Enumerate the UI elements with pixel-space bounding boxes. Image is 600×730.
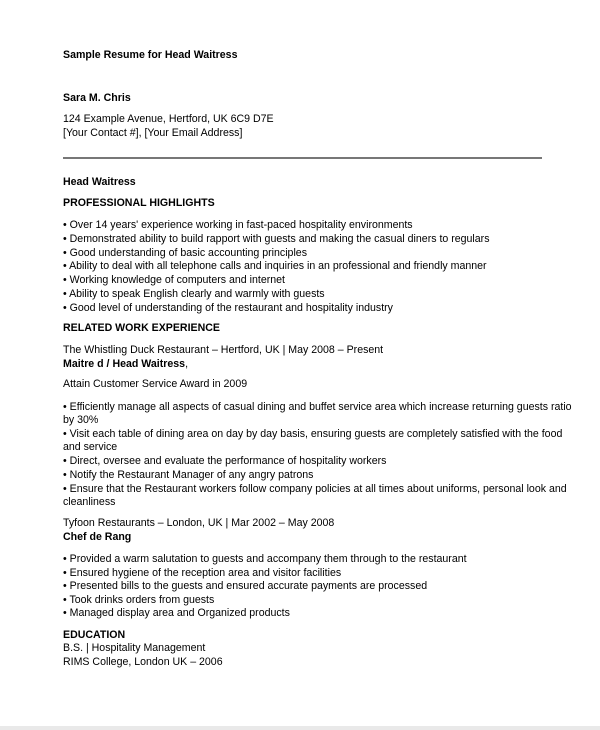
- highlight-item: • Good understanding of basic accounting principles: [63, 247, 307, 259]
- job2-line: • Provided a warm salutation to guests and accompany them through to the restaurant: [63, 553, 467, 565]
- page-bottom-edge: [0, 726, 600, 730]
- highlight-item: • Over 14 years' experience working in fast-paced hospitality environments: [63, 219, 413, 231]
- job1-role: Maitre d / Head Waitress: [63, 358, 186, 370]
- job2-line: • Took drinks orders from guests: [63, 594, 215, 606]
- job1-line: cleanliness: [63, 496, 116, 508]
- candidate-name: Sara M. Chris: [63, 92, 131, 104]
- job2-line: • Ensured hygiene of the reception area and visitor facilities: [63, 567, 342, 579]
- position-title: Head Waitress: [63, 176, 136, 188]
- job1-line: by 30%: [63, 414, 99, 426]
- highlight-item: • Demonstrated ability to build rapport with guests and making the casual diners to regulars: [63, 233, 490, 245]
- job2-role: Chef de Rang: [63, 531, 132, 543]
- job2-line: • Managed display area and Organized products: [63, 607, 290, 619]
- job1-employer: The Whistling Duck Restaurant – Hertford, UK | May 2008 – Present: [63, 344, 384, 356]
- job2-line: • Presented bills to the guests and ensured accurate payments are processed: [63, 580, 428, 592]
- highlight-item: • Good level of understanding of the restaurant and hospitality industry: [63, 302, 393, 314]
- highlight-item: • Ability to deal with all telephone calls and inquiries in an professional and friendly manner: [63, 260, 487, 272]
- contact-line: [Your Contact #], [Your Email Address]: [63, 127, 243, 139]
- address-line: 124 Example Avenue, Hertford, UK 6C9 D7E: [63, 113, 274, 125]
- document-title: Sample Resume for Head Waitress: [63, 49, 238, 61]
- job1-line: • Direct, oversee and evaluate the performance of hospitality workers: [63, 455, 387, 467]
- section-divider: [63, 157, 542, 159]
- job1-line: and service: [63, 441, 118, 453]
- highlight-item: • Working knowledge of computers and internet: [63, 274, 285, 286]
- job1-role-suffix: ,: [185, 358, 189, 370]
- job1-line: • Notify the Restaurant Manager of any angry patrons: [63, 469, 314, 481]
- education-heading: EDUCATION: [63, 629, 126, 641]
- job1-line: • Visit each table of dining area on day by day basis, ensuring guests are completely satisfied with the food: [63, 428, 563, 440]
- job1-award: Attain Customer Service Award in 2009: [63, 378, 248, 390]
- education-school: RIMS College, London UK – 2006: [63, 656, 223, 668]
- job1-line: • Ensure that the Restaurant workers follow company policies at all times about uniforms, personal look and: [63, 483, 567, 495]
- education-degree: B.S. | Hospitality Management: [63, 642, 206, 654]
- job2-employer: Tyfoon Restaurants – London, UK | Mar 2002 – May 2008: [63, 517, 335, 529]
- highlights-heading: PROFESSIONAL HIGHLIGHTS: [63, 197, 215, 209]
- job1-line: • Efficiently manage all aspects of casual dining and buffet service area which increase returning guests ratio: [63, 401, 572, 413]
- experience-heading: RELATED WORK EXPERIENCE: [63, 322, 220, 334]
- job1-role-line: [63, 358, 188, 370]
- highlight-item: • Ability to speak English clearly and warmly with guests: [63, 288, 325, 300]
